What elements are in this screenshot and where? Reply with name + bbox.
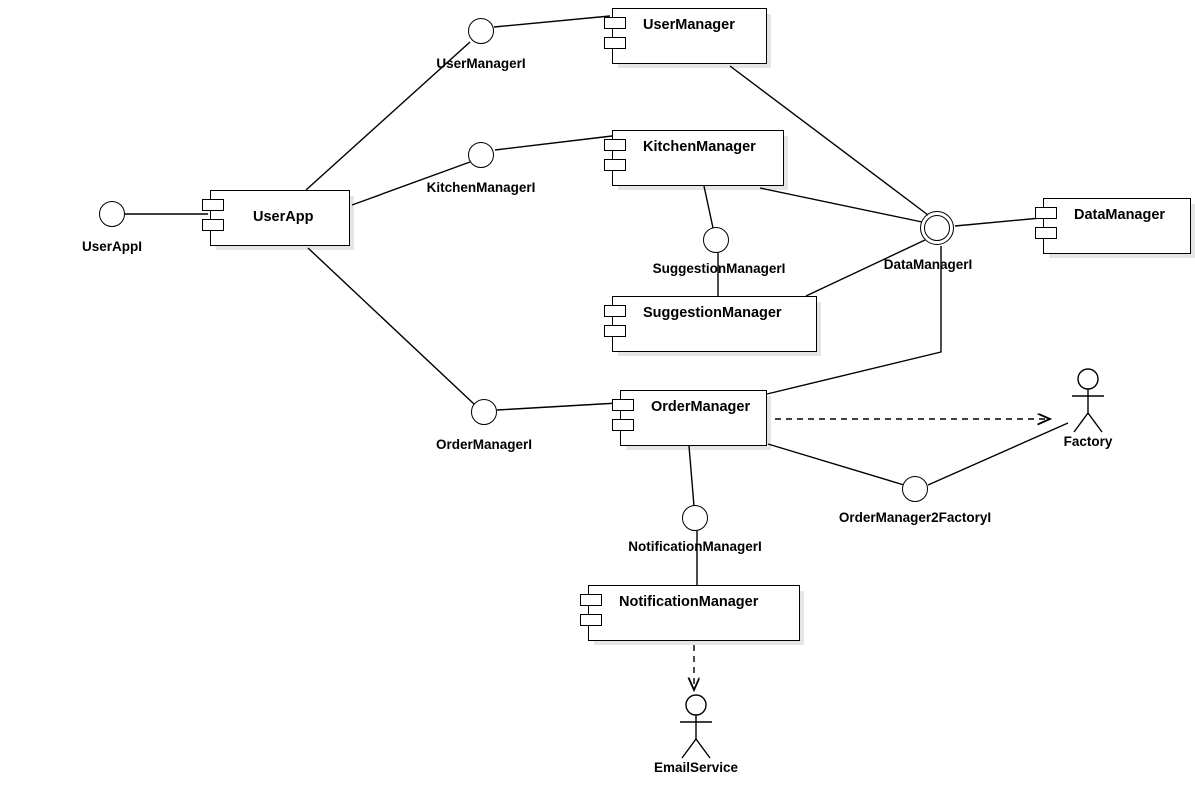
interface-label: OrderManagerI: [435, 437, 533, 452]
interface-label: UserManagerI: [436, 56, 526, 71]
interface-ball-icon: [471, 399, 497, 425]
interface-ball-icon: [902, 476, 928, 502]
actor-icon: [1060, 368, 1116, 440]
component-user-app[interactable]: [210, 190, 350, 246]
interface-ball-icon: [703, 227, 729, 253]
component-label: SuggestionManager: [643, 305, 782, 321]
edge-ordermanager-notificationmanageri: [689, 446, 694, 506]
component-tab-icon: [604, 139, 626, 151]
component-tab-icon: [612, 399, 634, 411]
edge-userapp-ordermanageri: [308, 248, 474, 404]
component-tab-icon: [604, 17, 626, 29]
component-tab-icon: [1035, 227, 1057, 239]
interface-ball-icon: [99, 201, 125, 227]
edge-kitchenmanageri-kitchenmanager: [495, 136, 612, 150]
edge-ordermanageri-ordermanager: [497, 403, 618, 410]
actor-email-service[interactable]: [653, 694, 739, 775]
actor-factory[interactable]: [1060, 368, 1116, 449]
interface-socket-icon: [920, 211, 954, 245]
edge-kitchenmanager-suggestionmanageri: [704, 186, 713, 228]
component-order-manager[interactable]: [620, 390, 767, 446]
interface-ball-icon: [468, 142, 494, 168]
component-tab-icon: [604, 37, 626, 49]
component-tab-icon: [612, 419, 634, 431]
component-suggestion-manager[interactable]: [612, 296, 817, 352]
edge-kitchenmanager-datamanageri: [760, 188, 922, 222]
component-user-manager[interactable]: [612, 8, 767, 64]
interface-label: OrderManager2FactoryI: [838, 510, 992, 525]
component-tab-icon: [604, 325, 626, 337]
edge-ordermanager-ordermanager2factoryi: [768, 444, 904, 485]
interface-ball-icon: [468, 18, 494, 44]
interface-label: UserAppI: [81, 239, 143, 254]
component-tab-icon: [604, 305, 626, 317]
component-tab-icon: [202, 219, 224, 231]
component-label: NotificationManager: [619, 594, 759, 610]
component-tab-icon: [580, 614, 602, 626]
actor-label: EmailService: [653, 760, 739, 775]
actor-icon: [668, 694, 724, 766]
component-tab-icon: [604, 159, 626, 171]
component-tab-icon: [202, 199, 224, 211]
edge-usermanageri-usermanager: [494, 16, 610, 27]
component-notification-manager[interactable]: [588, 585, 800, 641]
component-data-manager[interactable]: [1043, 198, 1191, 254]
interface-label: KitchenManagerI: [426, 180, 536, 195]
component-tab-icon: [1035, 207, 1057, 219]
actor-label: Factory: [1063, 434, 1113, 449]
component-label: UserManager: [643, 17, 735, 33]
interface-ball-icon: [682, 505, 708, 531]
interface-label: DataManagerI: [883, 257, 973, 272]
component-kitchen-manager[interactable]: [612, 130, 784, 186]
edge-datamanageri-datamanager: [955, 218, 1041, 226]
component-label: OrderManager: [651, 399, 751, 415]
edge-ordermanager2factoryi-factory: [928, 423, 1068, 485]
component-label: KitchenManager: [643, 139, 756, 155]
interface-label: NotificationManagerI: [628, 539, 762, 554]
component-label: UserApp: [253, 209, 314, 225]
interface-label: SuggestionManagerI: [652, 261, 786, 276]
component-tab-icon: [580, 594, 602, 606]
component-label: DataManager: [1074, 207, 1166, 223]
